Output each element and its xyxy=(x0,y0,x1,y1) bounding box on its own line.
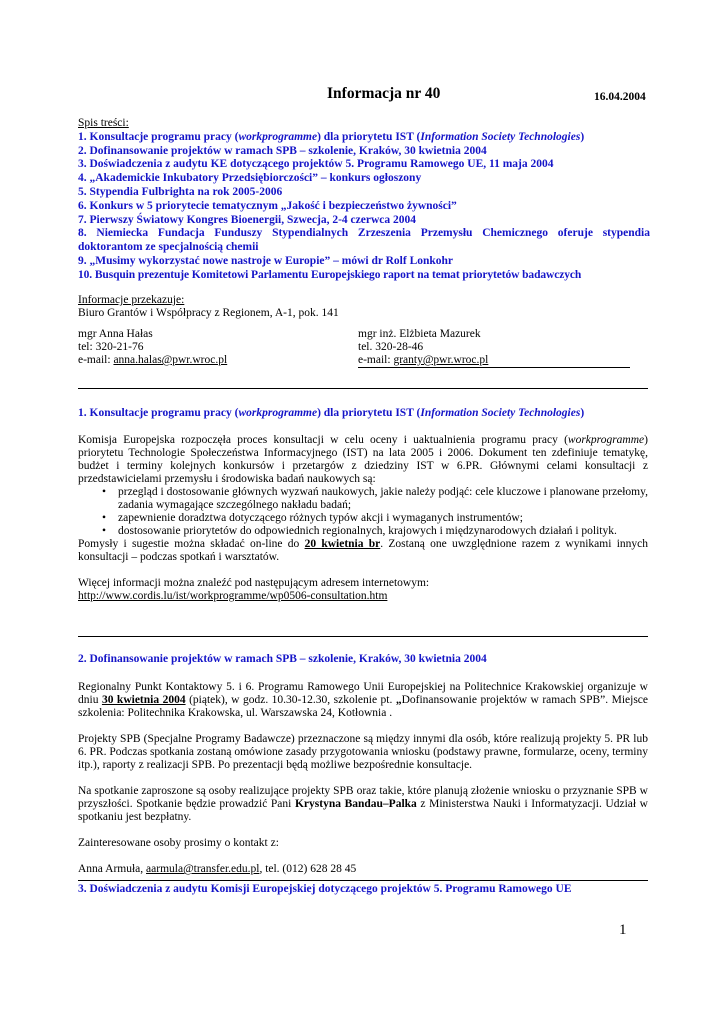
toc-item-8-line-1: 8. Niemiecka Fundacja Funduszy Stypendialnych Zrzeszenia Przemysłu Chemicznego oferuje stypendia xyxy=(78,227,650,240)
bullet-icon: • xyxy=(102,525,107,537)
contact-left-tel: tel: 320-21-76 xyxy=(78,341,144,353)
document-title: Informacja nr 40 xyxy=(327,85,441,102)
divider-2 xyxy=(78,636,648,637)
contact-left xyxy=(78,328,338,367)
section-2-body xyxy=(78,681,648,876)
toc-heading: Spis treści: xyxy=(78,117,129,129)
contact-block xyxy=(78,294,648,321)
section-1-paragraph-2: Pomysły i sugestie można składać on-line do 20 kwietnia br. Zostaną one uwzględnione razem z wynikami innych konsultacji – podczas spotkań i warsztatów. xyxy=(78,538,648,563)
list-item: • dostosowanie priorytetów do odpowiednich regionalnych, krajowych i międzynarodowych działań i polityk. xyxy=(102,525,617,537)
section-2-paragraph-1: Regionalny Punkt Kontaktowy 5. i 6. Programu Ramowego Unii Europejskiej na Politechnice Krakowskiej organizuje w dniu 30 kwietnia 2004 (piątek), w godz. 10.30-12.30, szkolenie pt. „Dofinansowanie projektów w ramach SPB”. Miejsce szkolenia: Politechnika Krakowska, ul. Warszawska 24, Kotłownia . xyxy=(78,681,648,719)
section-2-email-link[interactable]: aarmula@transfer.edu.pl xyxy=(146,863,260,875)
toc-item-8[interactable] xyxy=(78,227,650,241)
list-item: • zapewnienie doradztwa dotyczącego różnych typów akcji i wymaganych instrumentów; xyxy=(102,512,523,524)
contact-right xyxy=(358,328,630,368)
contact-left-name: mgr Anna Hałas xyxy=(78,328,153,340)
toc-item-2[interactable]: 2. Dofinansowanie projektów w ramach SPB – szkolenie, Kraków, 30 kwietnia 2004 xyxy=(78,144,487,157)
toc-item-5[interactable]: 5. Stypendia Fulbrighta na rok 2005-2006 xyxy=(78,185,283,198)
divider-3 xyxy=(78,880,648,881)
section-2-heading: 2. Dofinansowanie projektów w ramach SPB – szkolenie, Kraków, 30 kwietnia 2004 xyxy=(78,653,487,665)
document-header xyxy=(0,87,724,107)
section-2-contact: Anna Armuła, aarmula@transfer.edu.pl, tel. (012) 628 28 45 xyxy=(78,863,357,875)
section-1-paragraph-1: Komisja Europejska rozpoczęła proces konsultacji w celu oceny i uaktualnienia programu pracy (workprogramme) priorytetu Technologie Społeczeństwa Informacyjnego (IST) na lata 2005 i 2006. Dokument ten zdefiniuje tematykę, budżet i terminy kolejnych konkursów i przetargów z dziedziny IST w 6.PR. Głównymi celami konsultacji z przedstawicielami przemysłu i środowiska badań naukowych są: xyxy=(78,434,648,485)
toc-item-6[interactable]: 6. Konkurs w 5 priorytecie tematycznym „Jakość i bezpieczeństwo żywności” xyxy=(78,199,457,212)
toc-item-3[interactable]: 3. Doświadczenia z audytu KE dotyczącego projektów 5. Programu Ramowego UE, 11 maja 2004 xyxy=(78,158,554,171)
section-1-bullet-list xyxy=(78,486,648,538)
bullet-icon: • xyxy=(102,512,107,524)
toc-item-1[interactable]: 1. Konsultacje programu pracy (workprogramme) dla priorytetu IST (Information Society Technologies) xyxy=(78,130,585,143)
section-3-heading: 3. Doświadczenia z audytu Komisji Europejskiej dotyczącego projektów 5. Programu Ramowego UE xyxy=(78,883,572,895)
toc-item-4[interactable]: 4. „Akademickie Inkubatory Przedsiębiorczości” – konkurs ogłoszony xyxy=(78,172,422,185)
divider-1 xyxy=(78,388,648,389)
contact-left-email-row: e-mail: anna.halas@pwr.wroc.pl xyxy=(78,354,228,366)
list-item: • przegląd i dostosowanie głównych wyzwań naukowych, jakie należy podjąć: cele kluczowe i planowane przełomy, zadania wymagające szczególnego nakładu badań; xyxy=(102,486,648,511)
contact-office: Biuro Grantów i Współpracy z Regionem, A-1, pok. 141 xyxy=(78,307,339,319)
table-of-contents xyxy=(78,117,650,283)
contact-right-email-row: e-mail: granty@pwr.wroc.pl xyxy=(358,354,630,368)
contact-right-tel: tel. 320-28-46 xyxy=(358,341,424,353)
toc-item-8-line-2[interactable]: doktorantom ze specjalnością chemii xyxy=(78,241,259,254)
section-1-body xyxy=(78,434,648,603)
section-2-paragraph-3: Na spotkanie zaproszone są osoby realizujące projekty SPB oraz takie, które planują złożenie wniosku o przyznanie SPB w przyszłości. Spotkanie będzie prowadzić Pani Krystyna Bandau–Palka z Ministerstwa Nauki i Informatyzacji. Udział w spotkaniu jest bezpłatny. xyxy=(78,785,648,823)
contact-right-name: mgr inż. Elżbieta Mazurek xyxy=(358,328,481,340)
section-1-url-row xyxy=(78,590,648,603)
document-date: 16.04.2004 xyxy=(594,91,646,103)
section-1-url-link[interactable]: http://www.cordis.lu/ist/workprogramme/wp0506-consultation.htm xyxy=(78,590,388,602)
contact-heading: Informacje przekazuje: xyxy=(78,294,185,306)
section-1-paragraph-3: Więcej informacji można znaleźć pod następującym adresem internetowym: xyxy=(78,577,430,589)
toc-item-7[interactable]: 7. Pierwszy Światowy Kongres Bioenergii, Szwecja, 2-4 czerwca 2004 xyxy=(78,213,416,226)
page-number: 1 xyxy=(619,922,627,938)
contact-left-email-link[interactable]: anna.halas@pwr.wroc.pl xyxy=(113,354,228,366)
toc-item-10[interactable]: 10. Busquin prezentuje Komitetowi Parlamentu Europejskiego raport na temat priorytetów badawczych xyxy=(78,268,582,281)
toc-item-9[interactable]: 9. „Musimy wykorzystać nowe nastroje w Europie” – mówi dr Rolf Lonkohr xyxy=(78,254,454,267)
section-1-heading: 1. Konsultacje programu pracy (workprogramme) dla priorytetu IST (Information Society Technologies) xyxy=(78,407,585,419)
section-2-paragraph-4: Zainteresowane osoby prosimy o kontakt z: xyxy=(78,837,279,849)
contact-right-email-link[interactable]: granty@pwr.wroc.pl xyxy=(393,354,489,366)
section-2-paragraph-2: Projekty SPB (Specjalne Programy Badawcze) przeznaczone są między innymi dla osób, które realizują projekty 5. PR lub 6. PR. Podczas spotkania zostaną omówione zasady przygotowania wniosku (podstawy prawne, formularze, oceny, terminy itp.), raporty z realizacji SPB. Po prezentacji będą możliwe bezpośrednie konsultacje. xyxy=(78,733,648,771)
bullet-icon: • xyxy=(102,486,107,498)
